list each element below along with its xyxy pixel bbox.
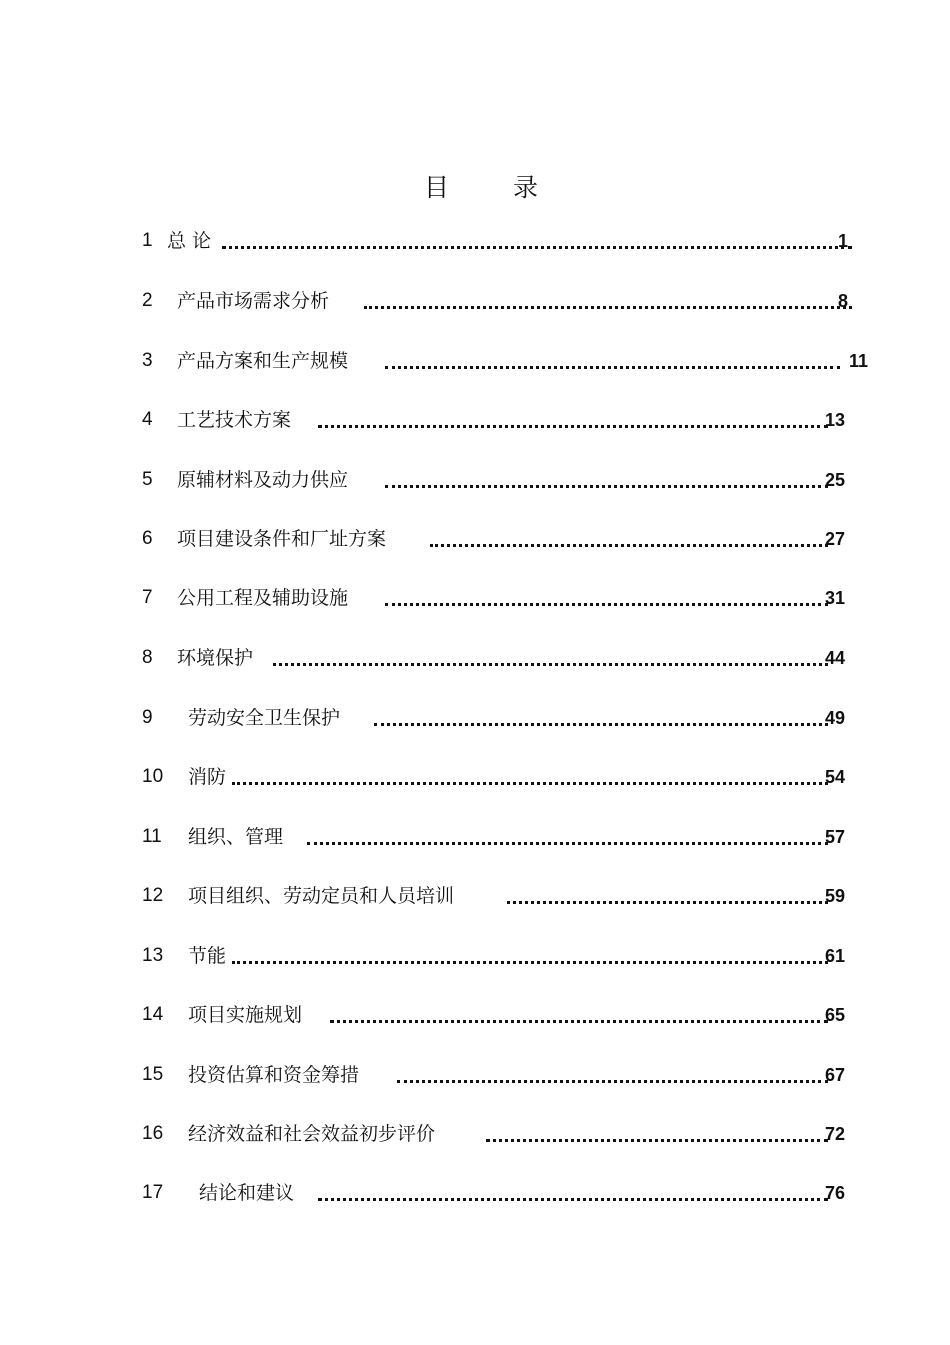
toc-entry-title: 项目实施规划 bbox=[188, 1004, 303, 1026]
toc-entry-title: 公用工程及辅助设施 bbox=[177, 587, 349, 609]
toc-leader-dots bbox=[385, 358, 840, 369]
toc-entry-title: 结论和建议 bbox=[199, 1182, 295, 1204]
toc-entry-page: 1 bbox=[838, 231, 849, 251]
toc-entry-number: 13 bbox=[142, 945, 164, 966]
toc-entry-page: 49 bbox=[825, 708, 846, 728]
toc-entry-title: 环境保护 bbox=[177, 647, 254, 669]
toc-entry-page: 8 bbox=[838, 291, 849, 311]
toc-entry-2[interactable] bbox=[142, 287, 862, 315]
toc-entry-page: 13 bbox=[825, 410, 846, 430]
toc-entry-title: 经济效益和社会效益初步评价 bbox=[188, 1123, 436, 1145]
toc-entry-page: 72 bbox=[825, 1124, 846, 1144]
toc-entry-5[interactable] bbox=[142, 466, 862, 494]
toc-entry-number: 6 bbox=[142, 528, 153, 549]
toc-entry-number: 17 bbox=[142, 1182, 164, 1203]
toc-entry-page: 76 bbox=[825, 1183, 846, 1203]
toc-entry-page: 59 bbox=[825, 886, 846, 906]
toc-entry-3[interactable] bbox=[142, 347, 869, 375]
toc-leader-dots bbox=[507, 893, 828, 904]
toc-entry-page: 57 bbox=[825, 827, 846, 847]
toc-leader-dots bbox=[330, 1012, 828, 1023]
toc-entry-7[interactable] bbox=[142, 584, 862, 612]
toc-entry-title: 产品市场需求分析 bbox=[177, 290, 330, 312]
toc-entry-page: 61 bbox=[825, 946, 846, 966]
toc-leader-dots bbox=[397, 1072, 828, 1083]
toc-entry-title: 项目组织、劳动定员和人员培训 bbox=[188, 885, 455, 907]
toc-entry-6[interactable] bbox=[142, 525, 862, 553]
toc-entry-1[interactable] bbox=[142, 227, 862, 255]
toc-entry-number: 2 bbox=[142, 290, 153, 311]
toc-entry-title: 原辅材料及动力供应 bbox=[177, 469, 349, 491]
toc-leader-dots bbox=[385, 477, 828, 488]
toc-leader-dots bbox=[273, 655, 828, 666]
toc-leader-dots bbox=[318, 417, 828, 428]
toc-entry-page: 11 bbox=[849, 351, 869, 371]
toc-leader-dots bbox=[232, 953, 828, 964]
toc-entry-15[interactable] bbox=[142, 1061, 862, 1089]
toc-entry-page: 54 bbox=[825, 767, 846, 787]
toc-entry-title: 总 论 bbox=[167, 230, 212, 252]
toc-leader-dots bbox=[385, 595, 828, 606]
toc-entry-number: 8 bbox=[142, 647, 153, 668]
toc-entry-number: 7 bbox=[142, 587, 153, 608]
toc-leader-dots bbox=[374, 715, 828, 726]
toc-entry-17[interactable] bbox=[142, 1179, 862, 1207]
toc-entry-4[interactable] bbox=[142, 406, 862, 434]
toc-leader-dots bbox=[364, 298, 852, 309]
toc-leader-dots bbox=[307, 834, 828, 845]
toc-entry-title: 产品方案和生产规模 bbox=[177, 350, 349, 372]
toc-leader-dots bbox=[486, 1131, 828, 1142]
toc-entry-title: 工艺技术方案 bbox=[177, 409, 292, 431]
toc-entry-number: 14 bbox=[142, 1004, 164, 1025]
toc-entry-page: 31 bbox=[825, 588, 846, 608]
toc-leader-dots bbox=[318, 1190, 828, 1201]
page-title: 目 录 bbox=[424, 173, 566, 202]
toc-entry-page: 67 bbox=[825, 1065, 846, 1085]
toc-entry-number: 9 bbox=[142, 707, 153, 728]
toc-entry-title: 项目建设条件和厂址方案 bbox=[177, 528, 387, 550]
toc-entry-number: 12 bbox=[142, 885, 164, 906]
toc-entry-11[interactable] bbox=[142, 823, 862, 851]
toc-entry-14[interactable] bbox=[142, 1001, 862, 1029]
toc-entry-number: 1 bbox=[142, 230, 153, 251]
toc-entry-page: 25 bbox=[825, 470, 846, 490]
toc-entry-number: 11 bbox=[142, 826, 162, 847]
toc-leader-dots bbox=[430, 536, 828, 547]
toc-leader-dots bbox=[222, 238, 852, 249]
toc-entry-number: 16 bbox=[142, 1123, 164, 1144]
toc-entry-page: 65 bbox=[825, 1005, 846, 1025]
toc-entry-title: 组织、管理 bbox=[188, 826, 284, 848]
toc-entry-page: 27 bbox=[825, 529, 846, 549]
toc-entry-8[interactable] bbox=[142, 644, 862, 672]
toc-entry-title: 劳动安全卫生保护 bbox=[188, 707, 341, 729]
toc-entry-number: 5 bbox=[142, 469, 153, 490]
toc-entry-title: 消防 bbox=[188, 766, 227, 788]
toc-entry-title: 节能 bbox=[188, 945, 227, 967]
toc-entry-10[interactable] bbox=[142, 763, 862, 791]
toc-entry-13[interactable] bbox=[142, 942, 862, 970]
toc-entry-16[interactable] bbox=[142, 1120, 862, 1148]
toc-entry-number: 10 bbox=[142, 766, 164, 787]
toc-entry-12[interactable] bbox=[142, 882, 862, 910]
toc-entry-number: 3 bbox=[142, 350, 153, 371]
toc-leader-dots bbox=[232, 774, 828, 785]
toc-entry-9[interactable] bbox=[142, 704, 862, 732]
toc-entry-number: 4 bbox=[142, 409, 153, 430]
toc-entry-page: 44 bbox=[825, 648, 846, 668]
toc-entry-title: 投资估算和资金筹措 bbox=[188, 1064, 360, 1086]
toc-entry-number: 15 bbox=[142, 1064, 164, 1085]
